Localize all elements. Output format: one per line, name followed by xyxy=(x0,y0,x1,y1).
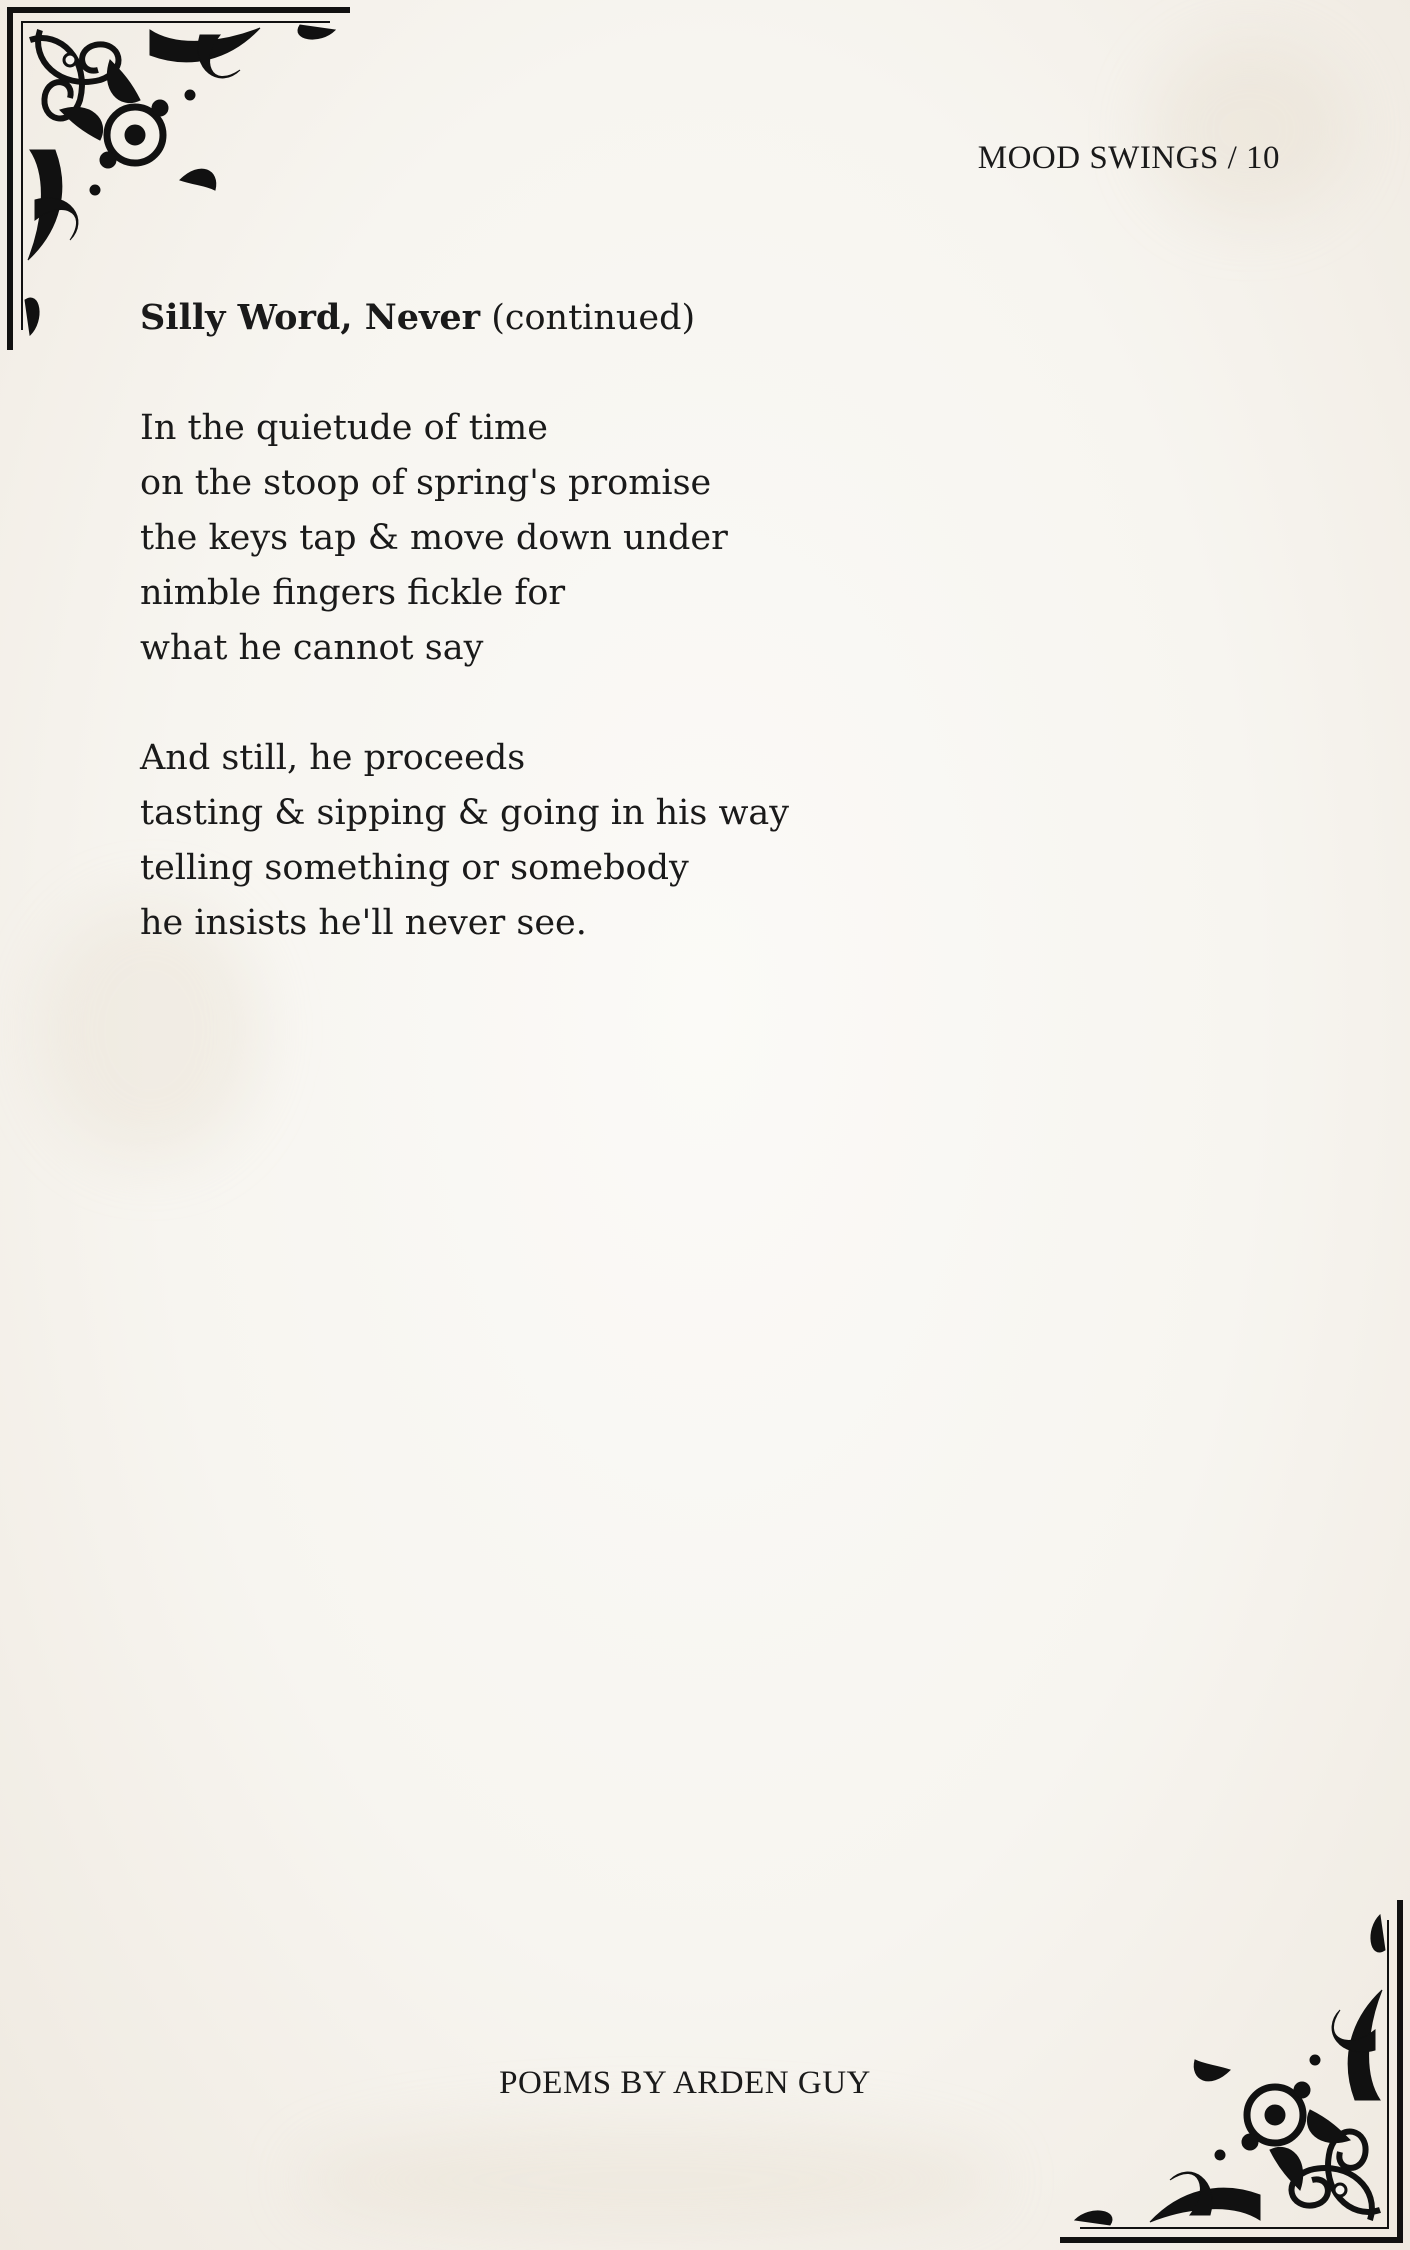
running-header: MOOD SWINGS / 10 xyxy=(977,140,1280,176)
poem-line: nimble fingers fickle for xyxy=(140,573,566,613)
poem-line: on the stoop of spring's promise xyxy=(140,463,712,503)
poem-line: the keys tap & move down under xyxy=(140,518,728,558)
poem-line: telling something or somebody xyxy=(140,848,689,888)
stanza xyxy=(140,401,1040,676)
page-footer: POEMS BY ARDEN GUY xyxy=(499,2065,871,2101)
poem-line: tasting & sipping & going in his way xyxy=(140,793,790,833)
poem-line: he insists he'll never see. xyxy=(140,903,587,943)
poem-line: In the quietude of time xyxy=(140,408,548,448)
poem-title: Silly Word, Never xyxy=(140,297,481,338)
stanza xyxy=(140,731,1040,951)
paper-stain xyxy=(1150,40,1350,220)
poem-title-row xyxy=(140,290,1040,346)
poem-line: what he cannot say xyxy=(140,628,484,668)
poem xyxy=(140,290,1040,1006)
poem-line: And still, he proceeds xyxy=(140,738,526,778)
poem-title-suffix: (continued) xyxy=(491,298,696,338)
paper-stain xyxy=(300,2120,1000,2240)
